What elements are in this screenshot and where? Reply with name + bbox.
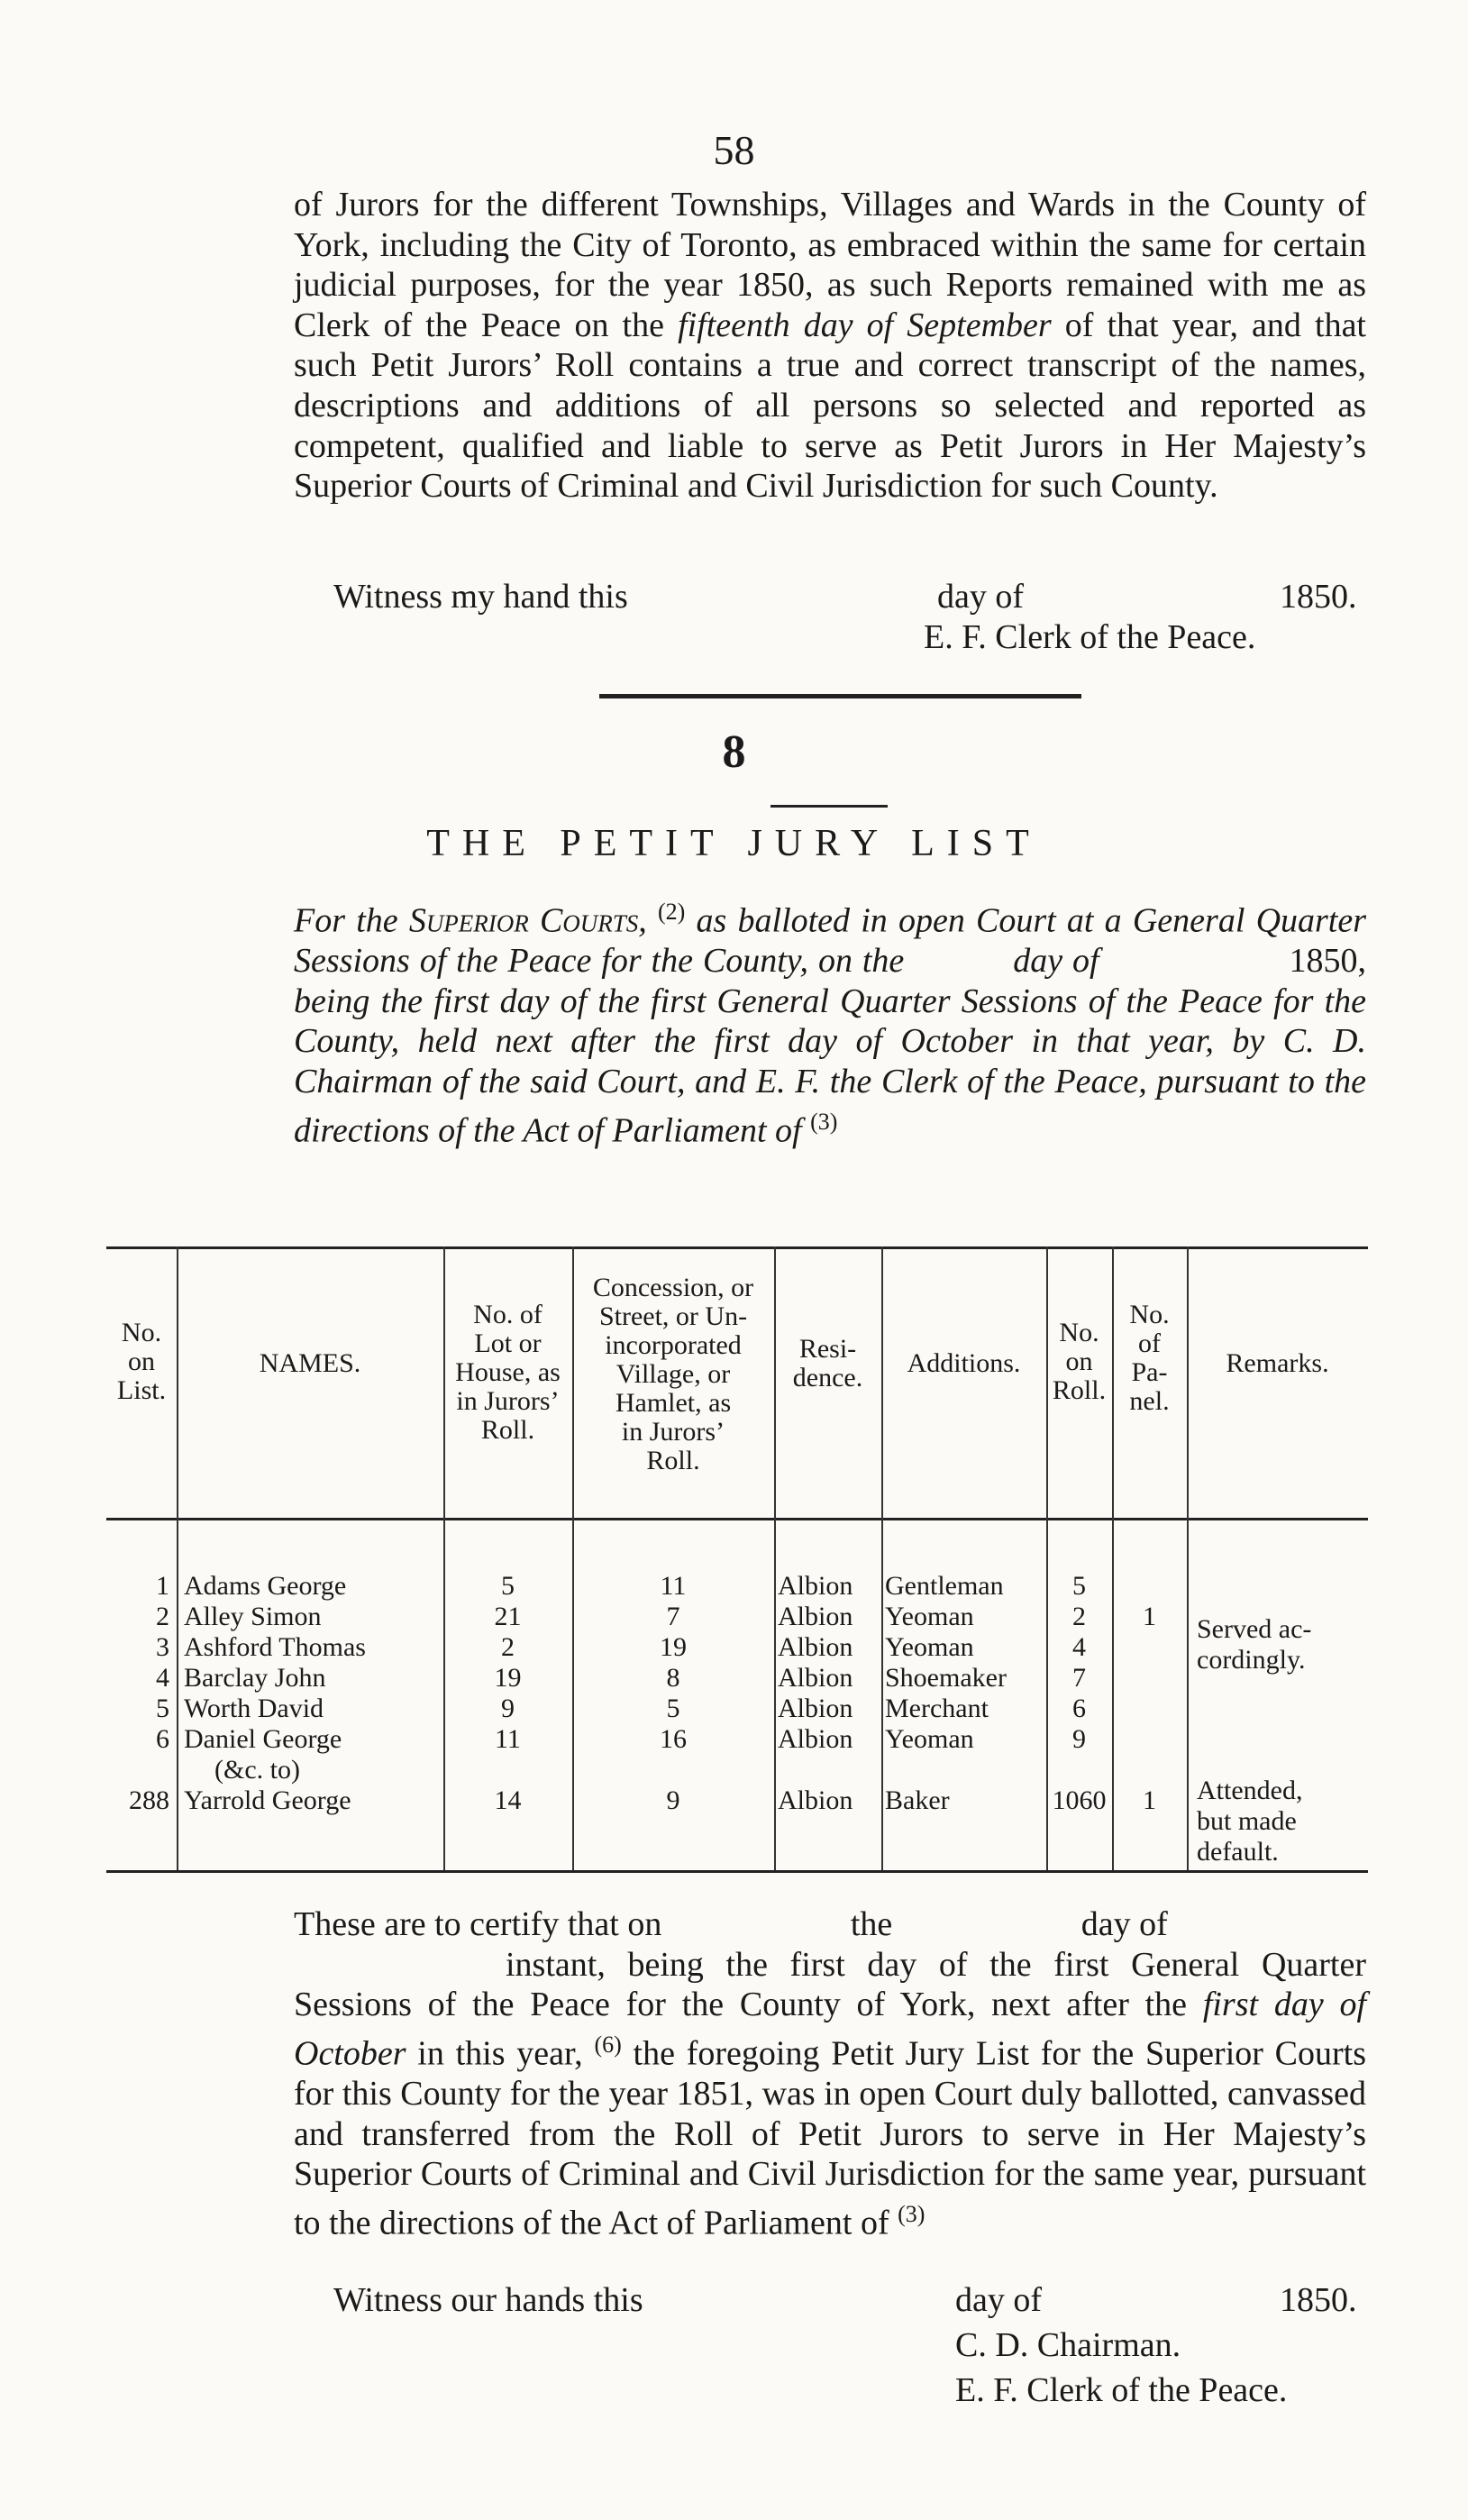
cell-concession: 9 [666,1785,680,1815]
intro-year: 1850, [1289,942,1366,981]
intro-note-2: (2) [658,899,686,925]
header-residence: Resi- dence. [792,1334,863,1392]
cell-addition: Baker [885,1785,950,1815]
cell-addition: Yeoman [885,1632,974,1662]
header-remarks: Remarks. [1226,1348,1329,1378]
list-title: THE PETIT JURY LIST [426,823,1042,864]
certify-body: Sessions of the Peace for the County of York, next after the [294,1986,1203,2024]
intro-body: as balloted in open Court at a General Quarter Sessions of the Peace for the County, on the [294,901,1367,981]
cell-no-on-list: 5 [156,1694,169,1723]
cell-lot: 5 [501,1571,515,1601]
section-divider [599,694,1081,698]
intro-lead: For the [294,901,409,940]
cell-no-on-list: 3 [156,1632,169,1662]
top-paragraph-text-end: of that year, and that such Petit Jurors’ Roll contains a true and correct transcript of the names, descriptions and additions of all persons so selected and reported as competent, qualified and liable to serve as Petit Jurors in Her Majesty’s Superior Courts of Criminal and Civil Jurisdiction for such County. [294,306,1366,506]
cell-name: Daniel George [184,1724,342,1754]
cell-no-on-list: 2 [156,1602,169,1631]
cell-no-on-roll: 6 [1072,1694,1086,1723]
witness-year: 1850. [1280,578,1357,616]
cell-no-on-roll: 5 [1072,1571,1086,1601]
cell-addition: Shoemaker [885,1663,1007,1693]
cell-concession: 5 [666,1694,680,1723]
cell-lot: 2 [501,1632,515,1662]
top-paragraph [294,185,1366,507]
cell-residence: Albion [778,1632,853,1662]
cell-addition: Yeoman [885,1724,974,1754]
witness2-year: 1850. [1280,2281,1357,2319]
top-paragraph-text: of Jurors for the different Townships, Villages and Wards in the County of York, including the City of Toronto, as embraced within the same for certain judicial purposes, for the year 1850, as such Reports remained with me as Clerk of the Peace on the [294,186,1366,344]
intro-body-end: being the first day of the first General Quarter Sessions of the Peace for the County, held next after the first day of October in that year, by C. D. Chairman of the said Court, and E. F. the Clerk of the Peace, pursuant to the directions of the Act of Parliament of [294,982,1366,1150]
certify-note-6: (6) [594,2031,622,2058]
table-bottom-rule [106,1870,1368,1873]
cell-name: Ashford Thomas [184,1632,366,1662]
cell-concession: 8 [666,1663,680,1693]
witness-signer: E. F. Clerk of the Peace. [924,618,1256,656]
page-number: 58 [713,127,755,173]
table-header-rule [106,1518,1368,1520]
cell-no-on-roll: 4 [1072,1632,1086,1662]
witness2-lead: Witness our hands this [333,2281,643,2319]
cell-concession: 11 [660,1571,687,1601]
witness-lead: Witness my hand this [333,578,628,616]
witness2-chairman: C. D. Chairman. [955,2326,1181,2364]
title-rule [770,805,888,808]
intro-day-of: day of [1013,942,1099,981]
header-additions: Additions. [907,1348,1021,1378]
header-lot: No. of Lot or House, as in Jurors’ Roll. [455,1300,561,1445]
certify-day-of: day of [1080,1905,1168,1943]
cell-no-on-roll: 9 [1072,1724,1086,1754]
cell-name: Yarrold George [184,1785,351,1815]
cell-name: Alley Simon [184,1602,322,1631]
certify-paragraph [294,1904,1366,2243]
remark-served: Served ac- cordingly. [1197,1614,1312,1675]
cell-residence: Albion [778,1602,853,1631]
cell-lot: 9 [501,1694,515,1723]
witness-day-of: day of [937,578,1025,616]
cell-concession: 16 [660,1724,687,1754]
col-divider [881,1246,883,1870]
section-mark: 8 [722,726,746,778]
certify-lead: These are to certify that on [294,1905,662,1943]
cell-name: (&c. to) [214,1755,300,1785]
col-divider [1187,1246,1189,1870]
cell-no-on-list: 288 [129,1785,169,1815]
certify-instant: instant, being the first day of the first General Quarter [506,1945,1366,1984]
cell-name: Barclay John [184,1663,326,1693]
top-paragraph-date: fifteenth day of September [678,306,1052,344]
list-intro [294,892,1366,1151]
witness2-clerk: E. F. Clerk of the Peace. [955,2371,1288,2409]
certify-date: first day of October [294,1986,1366,2073]
header-names: NAMES. [259,1348,361,1378]
cell-no-on-roll: 1060 [1052,1785,1107,1815]
intro-note-3: (3) [810,1108,838,1135]
cell-lot: 14 [494,1785,522,1815]
table-top-rule [106,1246,1368,1249]
cell-concession: 7 [666,1602,680,1631]
cell-lot: 21 [494,1602,522,1631]
header-no-on-list: No. on List. [116,1318,167,1405]
cell-residence: Albion [778,1724,853,1754]
cell-no-on-roll: 7 [1072,1663,1086,1693]
certify-body-mid: in this year, [406,2034,595,2073]
cell-residence: Albion [778,1694,853,1723]
cell-no-on-list: 4 [156,1663,169,1693]
cell-name: Adams George [184,1571,347,1601]
remark-attended: Attended, but made default. [1197,1776,1303,1867]
cell-lot: 19 [494,1663,522,1693]
col-divider [177,1246,178,1870]
cell-no-on-roll: 2 [1072,1602,1086,1631]
cell-panel: 1 [1143,1785,1156,1815]
certify-note-3: (3) [898,2200,925,2227]
header-concession: Concession, or Street, or Un- incorporated Village, or Hamlet, as in Jurors’ Roll. [592,1273,754,1475]
cell-residence: Albion [778,1571,853,1601]
header-no-on-roll: No. on Roll. [1052,1318,1107,1405]
cell-addition: Gentleman [885,1571,1004,1601]
certify-the: the [850,1905,893,1943]
cell-panel: 1 [1143,1602,1156,1631]
cell-name: Worth David [184,1694,324,1723]
witness2-day-of: day of [955,2281,1043,2319]
cell-lot: 11 [495,1724,521,1754]
intro-courts: Superior Courts, [408,901,647,940]
cell-addition: Merchant [885,1694,989,1723]
cell-no-on-list: 1 [156,1571,169,1601]
certify-body-end: the foregoing Petit Jury List for the Superior Courts for this County for the year 1851, was in open Court duly ballotted, canvassed and transferred from the Roll of Petit Jurors to serve in Her Majesty’s Superior Courts of Criminal and Civil Jurisdiction for the same year, pursuant to the directions of the Act of Parliament of [294,2034,1367,2242]
cell-concession: 19 [660,1632,687,1662]
cell-no-on-list: 6 [156,1724,169,1754]
header-panel: No. of Pa- nel. [1129,1300,1170,1416]
cell-residence: Albion [778,1663,853,1693]
cell-residence: Albion [778,1785,853,1815]
cell-addition: Yeoman [885,1602,974,1631]
